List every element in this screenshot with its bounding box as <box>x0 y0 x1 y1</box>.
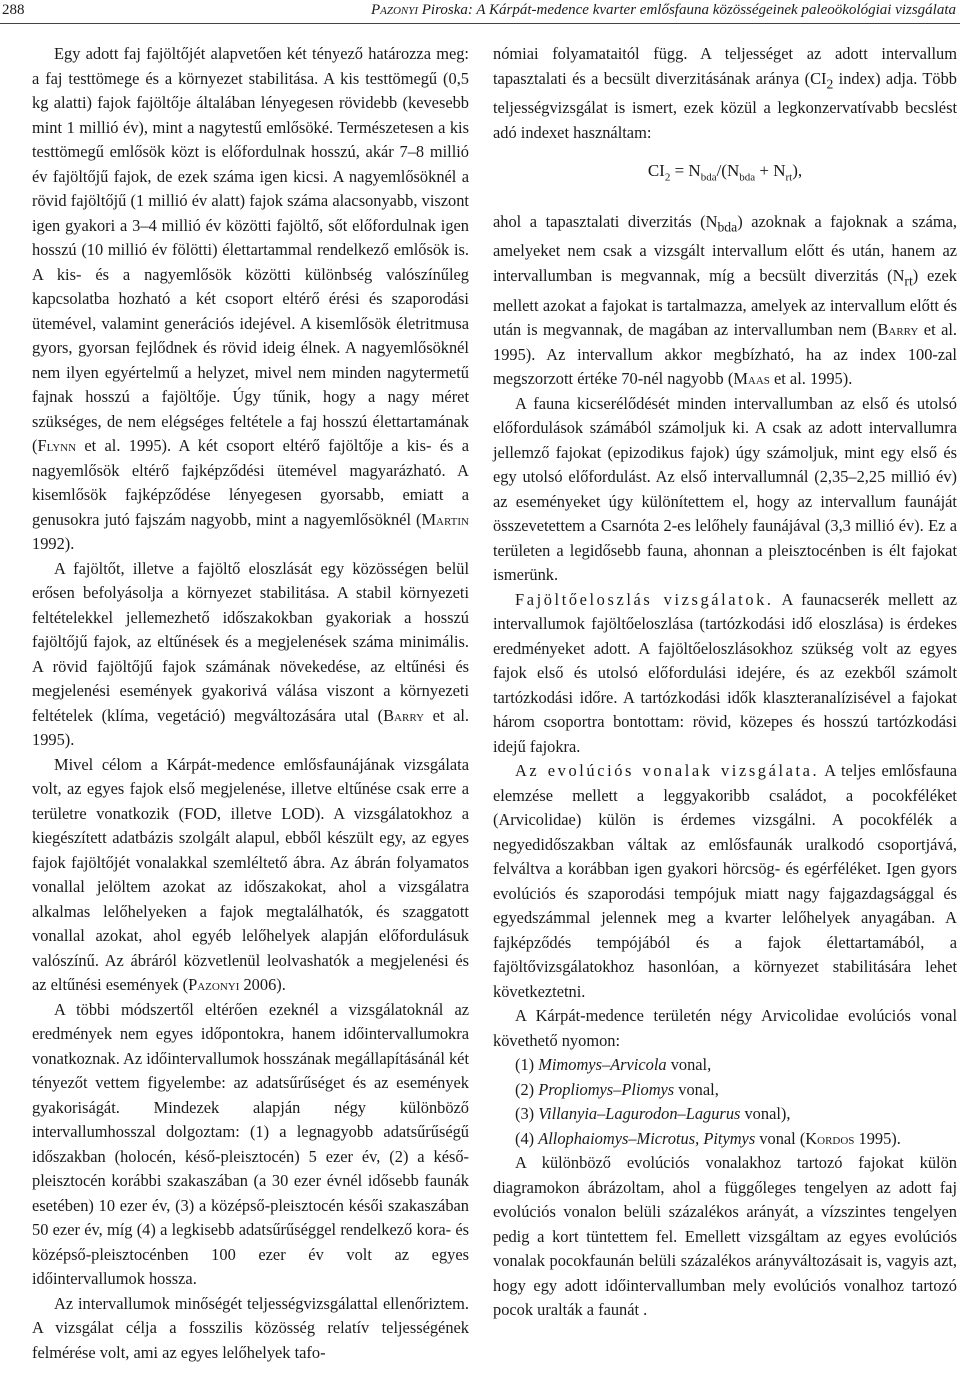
paragraph: Mivel célom a Kárpát-medence emlősfaunájának vizsgálata volt, az egyes fajok első megjelenése, illetve eltűnése csak erre a területre vonatkozik (FOD, illetve LOD). A vizsgálatokhoz a kiegészített adatbázis szolgált alapul, ebből készült egy, az egyes fajok fajöltőjét vonalakkal szemléltető ábra. Az ábrán folyamatos vonallal jelöltem azokat az időszakokat, ahol a vizsgálatra alkalmas lelőhelyeken a fajok megtalálhatók, és szaggatott vonallal azokat, ahol egyéb lelőhelyek alapján előfordulásuk valószínű. Az ábráról közvetlenül leolvashatók a megjelenési és az eltűnési események (Pazonyi 2006). <box>32 754 469 994</box>
running-author-first: Piroska <box>421 2 468 18</box>
paragraph: A Kárpát-medence területén négy Arvicolidae evolúciós vonal követhető nyomon: <box>493 1006 957 1050</box>
paragraph: Egy adott faj fajöltőjét alapvetően két tényező határozza meg: a faj testtömege és a környezet stabilitása. A kis testtömegű (0,5 kg alatti) fajok fajöltője általában lényegesen rövidebb (kevesebb mint 1 millió év), mint a nagytestű emlősöké. Természetesen a kis testtömegű emlősök közt is előfordulnak hosszú, akár 7–8 millió év fajöltőjű fajok, de ezek száma igen kicsi. A nagyemlősöknél a rövid fajöltőjű (1 millió év alatt) fajok száma alacsonyabb, viszont igen gyakori a 3–4 millió év közötti fajöltő, sőt előfordulnak igen hosszú (10 millió év fölötti) élettartammal rendelkező emlősök is. A kis- és a nagyemlősök közötti különbség valószínűleg kapcsolatba hozható a két csoport eltérő érési és szaporodási ütemével, valamint generációs idejével. A kisemlősök életritmusa gyors, gyorsan fejlődnek és rövid ideig élnek. A nagyemlősöknél nem ilyen egyértelmű a helyzet, mivel nem minden nagytermetű fajnak hosszú a fajöltője. Úgy tűnik, hogy a nagy méret szükséges, de nem elégséges feltétele a faj hosszú élettartamának (Flynn et al. 1995). A két csoport eltérő fajöltője a kis- és a nagyemlősök eltérő fajképződési ütemével magyarázható. A kisemlősök fajképződése lényegesen gyorsabb, emiatt a genusokra jutó fajszám nagyobb, mint a nagyemlősöknél (Martin 1992). <box>32 44 469 553</box>
running-header <box>0 0 960 26</box>
page-number: 288 <box>2 2 25 18</box>
paragraph: A fauna kicserélődését minden intervallumban az első és utolsó előfordulások számából számoljuk ki. A csak az adott intervallumra jellemző fajokat (epizodikus fajok) úgy számoljuk, mint egy első és egy utolsó előfordulást. Az első intervallumnál (2,35–2,25 millió év) az eseményeket úgy különítettem el, hogy az intervallum faunáját összevetettem a Csarnóta 2-es lelőhely faunájával (3,3 millió év). Ez a területen a legidősebb fauna, ahonnan a pleisztocénben is élt fajokat ismerünk. <box>493 393 957 585</box>
paragraph: ahol a tapasztalati diverzitás $(N_{bda})$ azoknak a fajoknak a száma, amelyeket nem csak a vizsgált intervallum előtt és után, hanem az intervallumban is megvannak, míg a becsült diverzitás $(N_{rt})$ ezek mellett azokat a fajokat is tartalmazza, amelyek az intervallum előtt és után is megvannak, de magában az intervallumban nem (Barry et al. 1995). Az intervallum akkor megbízható, ha az index 100-zal megszorzott értéke 70-nél nagyobb (Maas et al. 1995). <box>493 211 957 389</box>
paragraph: A fajöltőt, illetve a fajöltő eloszlását egy közösségen belül erősen befolyásolja a környezet stabilitása. A stabil környezeti feltételekkel jellemezhető időszakokban gyakoriak a hosszú fajöltőjű fajok, az eltűnések és a megjelenések száma minimális. A rövid fajöltőjű fajok számának növekedése, az eltűnési és megjelenési események gyakorivá válása viszont a környezeti feltételek (klíma, vegetáció) megváltozására utal (Barry et al. 1995). <box>32 558 469 749</box>
list-item: (2) Propliomys–Pliomys vonal, <box>515 1079 719 1099</box>
right-column <box>493 42 957 1323</box>
running-title: Pazonyi Piroska: A Kárpát-medence kvarter emlősfauna közösségeinek paleoökológiai vizsgálata <box>370 2 956 18</box>
header-rule <box>0 23 960 24</box>
ci2-formula: $CI_2 = N_{bda}/(N_{bda} + N_{rt})$, <box>647 161 803 184</box>
list-item: (3) Villanyia–Lagurodon–Lagurus vonal), <box>515 1104 791 1124</box>
paragraph: A különböző evolúciós vonalakhoz tartozó fajokat külön diagramokon ábrázoltam, ahol a függőleges tengelyen az adott faj evolúciós vonalon belüli százalékos arányát, a vízszintes tengelyen pedig a kort tüntettem fel. Emellett vizsgáltam az egyes evolúciós vonalak pocokfaunán belüli százalékos arányváltozásait is, vagyis azt, hogy egy adott időintervallumban mely evolúciós vonalhoz tartozó pocok uralták a faunát . <box>493 1153 957 1320</box>
section-heading: Az evolúciós vonalak vizsgálata. <box>515 761 820 781</box>
left-column <box>32 42 469 1365</box>
list-item: (1) Mimomys–Arvicola vonal, <box>515 1055 712 1075</box>
section-heading: Fajöltőeloszlás vizsgálatok. <box>515 589 774 609</box>
running-author: Pazonyi <box>370 2 419 18</box>
paragraph: nómiai folyamataitól függ. A teljességet az adott intervallum tapasztalati és a becsült diverzitásának aránya ($CI_2$ index) adja. Több teljességvizsgálat is ismert, ezek közül a legkonzervatívabb becslést adó indexet használtam: <box>493 44 957 142</box>
paragraph: Fajöltőeloszlás vizsgálatok. A faunacserék mellett az intervallumok fajöltőeloszlása (tartózkodási idő eloszlása) is érdekes eredményeket adott. A fajöltőeloszlásokhoz szükség volt az egyes fajok első és utolsó előfordulási idejére, és az ezekből számolt tartózkodási időre. A tartózkodási idők klaszteranalízisével a fajokat három csoportra bontottam: rövid, közepes és hosszú tartózkodási idejű fajokra. <box>493 589 957 756</box>
paragraph: Az intervallumok minőségét teljességvizsgálattal ellenőriztem. A vizsgálat célja a fosszilis közösség relatív teljességének felmérése volt, ami az egyes lelőhelyek tafo- <box>32 1293 469 1362</box>
list-item: (4) Allophaiomys–Microtus, Pitymys vonal (Kordos 1995). <box>515 1128 901 1148</box>
paragraph: Az evolúciós vonalak vizsgálata. A teljes emlősfauna elemzése mellett a leggyakoribb családot, a pocokféléket (Arvicolidae) külön is érdemes vizsgálni. A pocokfélék a negyedidőszakban váltak az emlősfaunák uralkodó csoportjává, felváltva a korábban igen gyakori hörcsög- és egérféléket. Igen gyors evolúciós és szaporodási tempójuk miatt nagy fajgazdagsággal és egyedszámmal jelennek meg a kvarter lelőhelyek anyagában. A fajképződés tempójából és a fajok élettartamából, a fajöltővizsgálatokhoz hasonlóan, a környezet stabilitására lehet következtetni. <box>493 761 957 1001</box>
paragraph: A többi módszertől eltérően ezeknél a vizsgálatoknál az eredmények nem egyes időpontokra, hanem időintervallumokra vonatkoznak. Az időintervallumok hosszának megállapításánál két tényezőt vettem figyelembe: az adatsűrűséget és az események gyakoriságát. Mindezek alapján négy különböző intervallumhosszal dolgoztam: (1) a legnagyobb adatsűrűségű időszakban (holocén, késő-pleisztocén) 5 ezer év, (2) a késő-pleisztocén korábbi szakaszában (a 30 ezer évnél idősebb faunák esetében) 10 ezer év, (3) a középső-pleisztocén késői szakaszában 50 ezer év, míg (4) a legkisebb adatsűrűséggel rendelkező kora- és középső-pleisztocénben 100 ezer év volt az egyes időintervallumok hossza. <box>32 999 469 1288</box>
running-title-text: A Kárpát-medence kvarter emlősfauna közösségeinek paleoökológiai vizsgálata <box>476 2 956 18</box>
